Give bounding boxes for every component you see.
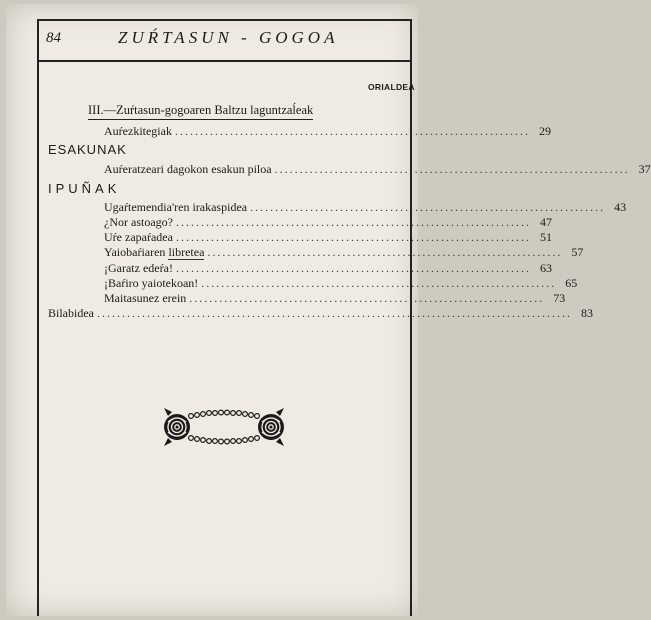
- toc-entry-label: Maitasunez erein: [104, 291, 187, 305]
- toc-entry: [104, 291, 566, 307]
- leader-dots: ...............................................................................................: [96, 306, 572, 320]
- toc-entry-page: 47: [539, 215, 552, 229]
- toc-entry: [104, 124, 551, 140]
- header-rule: [37, 60, 410, 62]
- toc-entry-label: Ugaŕtemendia'ren irakaspidea: [104, 200, 248, 214]
- toc-entry: [104, 200, 627, 216]
- toc-entry-index: [48, 306, 593, 322]
- toc-entry-page: 37: [638, 162, 651, 176]
- leader-dots: .......................................................................: [174, 124, 530, 138]
- leader-dots: .......................................................................: [175, 215, 531, 229]
- toc-entry-page: 57: [571, 245, 584, 259]
- page-number: 84: [46, 30, 61, 46]
- toc-entry-label: ¡Baŕiro yaiotekoan!: [104, 276, 199, 290]
- toc-entry-label: Yaiobaŕiaren libretea: [104, 245, 205, 259]
- toc-entry-page: 29: [538, 124, 551, 138]
- toc-entry: [104, 230, 552, 246]
- toc-entry-label: Bilabidea: [48, 306, 94, 320]
- section-title: III.—Zuŕtasun-gogoaren Baltzu laguntzaĺeak: [88, 103, 313, 120]
- leader-dots: .......................................................................: [189, 291, 545, 305]
- leader-dots: .......................................................................: [201, 276, 557, 290]
- leader-dots: .......................................................................: [274, 162, 630, 176]
- toc-entry-page: 43: [614, 200, 627, 214]
- toc-entry-page: 63: [539, 261, 552, 275]
- toc-entry: [104, 162, 651, 178]
- toc-entry-page: 83: [580, 306, 593, 320]
- running-title: ZUŔTASUN - GOGOA: [118, 28, 339, 47]
- ipunak-heading: IPUÑAK: [48, 181, 121, 196]
- leader-dots: .......................................................................: [175, 230, 531, 244]
- toc-entry: [104, 215, 552, 231]
- toc-entry-page: 65: [565, 276, 578, 290]
- leader-dots: .......................................................................: [250, 200, 606, 214]
- toc-entry-label: Auŕeratzeari dagokon esakun piloa: [104, 162, 272, 176]
- toc-entry-label: ¡Garatz edeŕa!: [104, 261, 173, 275]
- toc-entry-page: 73: [553, 291, 566, 305]
- leader-dots: .......................................................................: [175, 261, 531, 275]
- page-column-label: ORIALDEA: [368, 82, 415, 92]
- toc-entry-label: Uŕe zapaŕadea: [104, 230, 173, 244]
- esakunak-heading: ESAKUNAK: [48, 142, 127, 157]
- underlined-word: libretea: [168, 245, 205, 259]
- toc-entry: [104, 245, 584, 261]
- rose-chain-ornament-icon: [160, 400, 290, 452]
- toc-entry-page: 51: [539, 230, 552, 244]
- toc-entry: [104, 276, 578, 292]
- toc-entry-label: ¿Nor astoago?: [104, 215, 173, 229]
- toc-entry-label: Auŕezkitegiak: [104, 124, 172, 138]
- toc-entry: [104, 261, 552, 277]
- leader-dots: .......................................................................: [207, 245, 563, 259]
